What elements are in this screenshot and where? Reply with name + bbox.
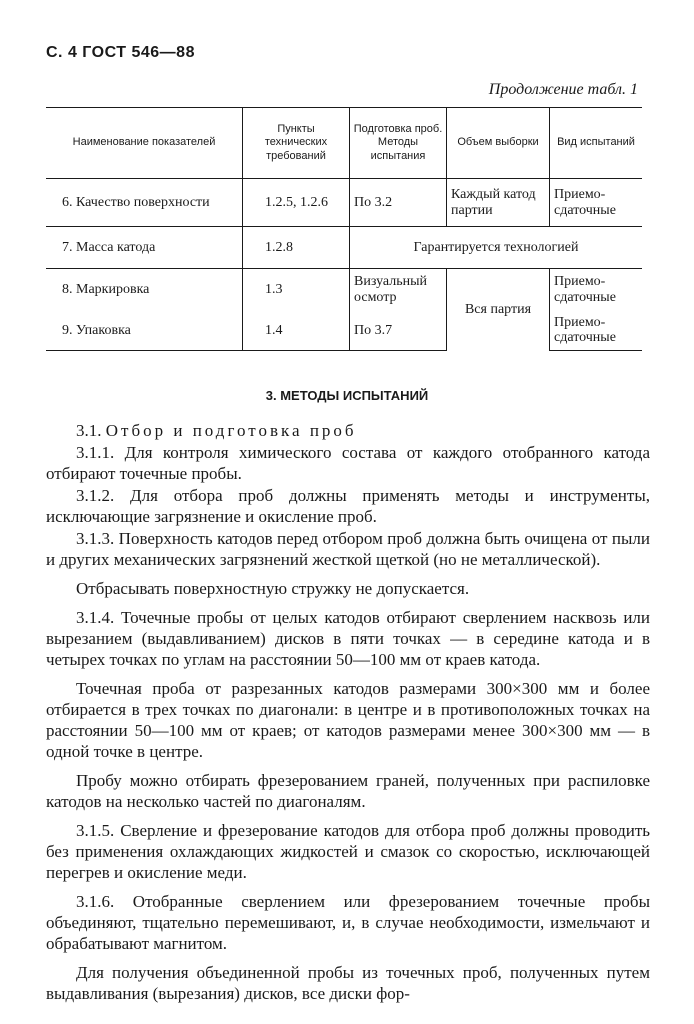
section-title: 3. МЕТОДЫ ИСПЫТАНИЙ bbox=[265, 388, 429, 403]
column-header: Вид испытаний bbox=[550, 108, 643, 179]
table-header-row bbox=[46, 108, 642, 179]
column-header: Наименование показателей bbox=[46, 108, 243, 179]
column-header: Объем выборки bbox=[447, 108, 550, 179]
row-test-type: Приемо-сдаточные bbox=[550, 179, 643, 227]
row-points: 1.4 bbox=[243, 311, 350, 351]
paragraph: Пробу можно отбирать фрезерованием граней, полученных при распиловке катодов на несколько частей по диагоналям. bbox=[46, 771, 650, 811]
subsection-heading bbox=[46, 420, 650, 441]
row-name: 9. Упаковка bbox=[46, 311, 243, 351]
row-test-type: Приемо-сдаточные bbox=[550, 311, 643, 351]
row-sample: Вся партия bbox=[447, 269, 550, 351]
row-test-type: Приемо-сдаточные bbox=[550, 269, 643, 311]
subsection-title: Отбор и подготовка проб bbox=[105, 421, 357, 440]
paragraph: Точечная проба от разрезанных катодов размерами 300×300 мм и более отбирается в трех точках по диагонали: в центре и в противоположных точках на расстоянии 50—100 мм от краев; от катодов размерами менее 300×300 мм — в одной точке в центре. bbox=[46, 679, 650, 761]
spec-table bbox=[46, 107, 642, 351]
paragraph: 3.1.6. Отобранные сверлением или фрезерованием точечные пробы объединяют, тщательно перемешивают, и, в случае необходимости, измельчают и обрабатывают магнитом. bbox=[46, 892, 650, 953]
page-header: С. 4 ГОСТ 546—88 bbox=[46, 44, 195, 61]
row-guarantee: Гарантируется технологией bbox=[350, 227, 643, 269]
table-row bbox=[46, 179, 642, 227]
paragraph: 3.1.3. Поверхность катодов перед отбором проб должна быть очищена от пыли и других механических загрязнений жесткой щеткой (но не металлической). bbox=[46, 529, 650, 569]
row-points: 1.2.8 bbox=[243, 227, 350, 269]
paragraph: Отбрасывать поверхностную стружку не допускается. bbox=[76, 579, 470, 598]
row-method: По 3.2 bbox=[350, 179, 447, 227]
table-row bbox=[46, 311, 642, 351]
table-row bbox=[46, 269, 642, 311]
row-name: 7. Масса катода bbox=[46, 227, 243, 269]
subsection-number: 3.1. bbox=[76, 421, 102, 440]
paragraph: 3.1.2. Для отбора проб должны применять методы и инструменты, исключающие загрязнение и окисление проб. bbox=[46, 486, 650, 526]
row-method: По 3.7 bbox=[350, 311, 447, 351]
row-points: 1.2.5, 1.2.6 bbox=[243, 179, 350, 227]
row-method: Визуальный осмотр bbox=[350, 269, 447, 311]
paragraph: 3.1.5. Сверление и фрезерование катодов для отбора проб должны проводить без применения охлаждающих жидкостей и смазок со скоростью, исключающей перегрев и окисление меди. bbox=[46, 821, 650, 882]
row-name: 8. Маркировка bbox=[46, 269, 243, 311]
paragraph: 3.1.1. Для контроля химического состава от каждого отобранного катода отбирают точечные пробы. bbox=[46, 443, 650, 483]
paragraph: Для получения объединенной пробы из точечных проб, полученных путем выдавливания (вырезания) дисков, все диски фор- bbox=[46, 963, 650, 1003]
table-continuation-label: Продолжение табл. 1 bbox=[488, 81, 638, 98]
row-sample: Каждый катод партии bbox=[447, 179, 550, 227]
paragraph: 3.1.4. Точечные пробы от целых катодов отбирают сверлением насквозь или вырезанием (выдавливанием) дисков в пяти точках — в середине катода и в четырех точках по углам на расстоянии 50—100 мм от краев катода. bbox=[46, 608, 650, 669]
row-points: 1.3 bbox=[243, 269, 350, 311]
body-text bbox=[46, 420, 650, 1012]
column-header: Пункты технических требований bbox=[243, 108, 350, 179]
row-name: 6. Качество поверхности bbox=[62, 194, 210, 210]
table-row bbox=[46, 227, 642, 269]
column-header: Подготовка проб. Методы испытания bbox=[350, 108, 447, 179]
